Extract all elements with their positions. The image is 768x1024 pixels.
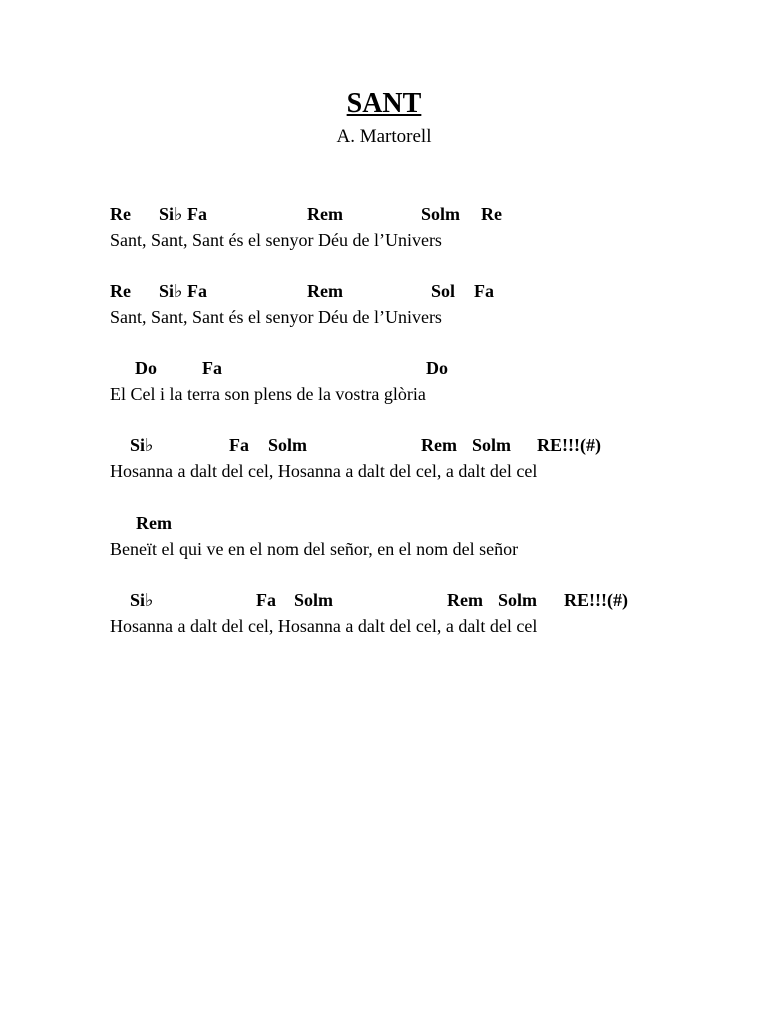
chord: Fa — [474, 281, 494, 301]
chord: RE!!!(#) — [537, 435, 601, 455]
chord: Re — [110, 281, 131, 301]
chord: Fa — [202, 358, 222, 378]
chord: Solm — [294, 590, 334, 610]
chord: Solm — [421, 204, 461, 224]
chord: Rem — [136, 513, 172, 533]
chord: Fa — [229, 435, 249, 455]
chord: RE!!!(#) — [564, 590, 628, 610]
chord: Rem — [421, 435, 457, 455]
lyric-line: Sant, Sant, Sant és el senyor Déu de l’Univers — [110, 230, 442, 250]
chord: Fa — [256, 590, 276, 610]
lyric-line: Hosanna a dalt del cel, Hosanna a dalt del cel, a dalt del cel — [110, 461, 538, 481]
song-author: A. Martorell — [336, 126, 432, 147]
chord: Re — [110, 204, 131, 224]
lyric-line: Hosanna a dalt del cel, Hosanna a dalt del cel, a dalt del cel — [110, 616, 538, 636]
chord: Do — [135, 358, 157, 378]
lyric-line: Beneït el qui ve en el nom del señor, en el nom del señor — [110, 539, 519, 559]
chord: Si♭ — [130, 435, 154, 455]
song-title: SANT — [346, 88, 422, 119]
lyric-line: El Cel i la terra son plens de la vostra glòria — [110, 384, 426, 404]
chord: Rem — [447, 590, 483, 610]
chord: Solm — [268, 435, 308, 455]
chord: Si♭ Fa — [159, 204, 207, 224]
lyric-line: Sant, Sant, Sant és el senyor Déu de l’Univers — [110, 307, 442, 327]
chord: Do — [426, 358, 448, 378]
chord: Solm — [472, 435, 512, 455]
chord: Solm — [498, 590, 538, 610]
chord: Si♭ — [130, 590, 154, 610]
chord: Sol — [431, 281, 456, 301]
chord: Rem — [307, 204, 343, 224]
chord: Re — [481, 204, 502, 224]
chord: Si♭ Fa — [159, 281, 207, 301]
chord: Rem — [307, 281, 343, 301]
